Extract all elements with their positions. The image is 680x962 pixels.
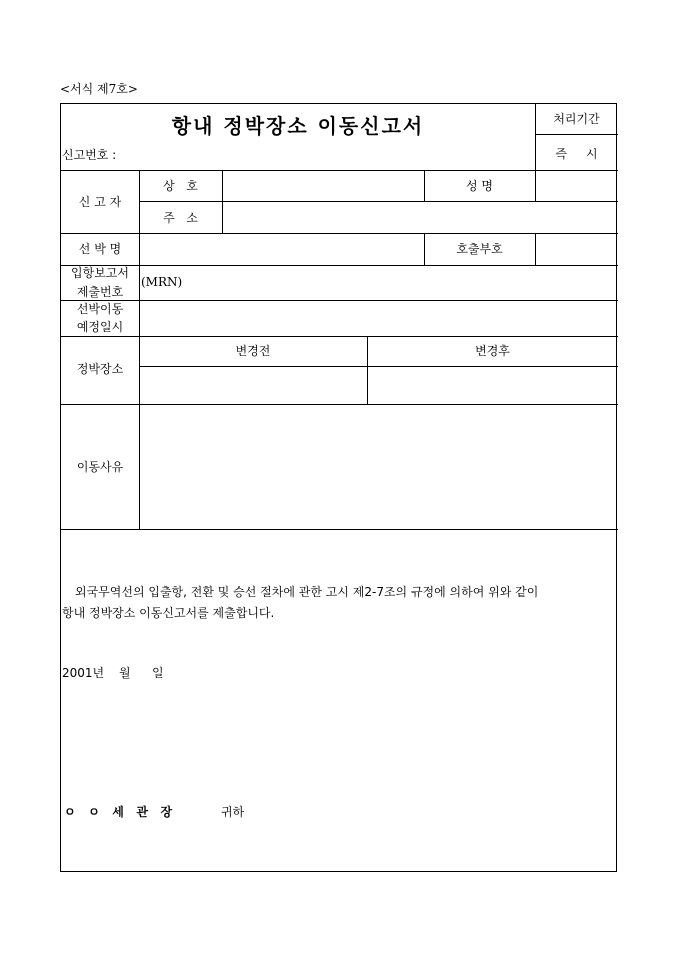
move-schedule-label-line1: 선박이동: [76, 302, 124, 316]
row-divider: [61, 336, 618, 337]
col-divider: [535, 170, 536, 201]
ship-name-label: 선 박 명: [78, 242, 122, 256]
report-form: [60, 103, 617, 872]
recipient-suffix: 귀하: [221, 805, 245, 819]
berth-label: 정박장소: [76, 362, 124, 376]
report-no-label: 신고번호 :: [62, 148, 117, 162]
row-divider: [61, 529, 618, 530]
declaration-line2: 항내 정박장소 이동신고서를 제출합니다.: [62, 606, 275, 620]
declaration-line1: 외국무역선의 입출항, 전환 및 승선 절차에 관한 고시 제2-7조의 규정에 의하여 위와 같이: [75, 585, 539, 599]
row-divider: [535, 134, 618, 135]
reporter-label: 신 고 자: [78, 195, 122, 209]
row-divider: [61, 300, 618, 301]
berth-before-label: 변경전: [235, 344, 271, 358]
processing-period-label: 처리기간: [553, 112, 600, 126]
move-schedule-label-line2: 예정일시: [76, 320, 124, 334]
date-day: 일: [152, 666, 164, 680]
company-label: 상 호: [163, 179, 198, 193]
arrival-report-label-line1: 입항보고서: [71, 266, 129, 280]
name-label: 성 명: [466, 179, 493, 193]
berth-after-label: 변경후: [475, 344, 510, 358]
form-code: <서식 제7호>: [60, 82, 138, 96]
row-divider: [139, 201, 618, 202]
form-title: 항내 정박장소 이동신고서: [171, 114, 425, 138]
row-divider: [139, 366, 618, 367]
reason-label: 이동사유: [76, 460, 124, 474]
row-divider: [61, 265, 618, 266]
arrival-report-label-line2: 제출번호: [76, 285, 124, 299]
call-sign-label: 호출부호: [456, 242, 503, 256]
address-label: 주 소: [163, 211, 198, 225]
row-divider: [61, 404, 618, 405]
recipient: ㅇ ㅇ 세 관 장: [64, 805, 173, 819]
arrival-report-field[interactable]: (MRN): [141, 275, 183, 289]
processing-period-value: 즉 시: [555, 147, 598, 161]
date-year: 2001년: [62, 666, 105, 680]
date-month: 월: [119, 666, 131, 680]
col-divider: [222, 170, 223, 233]
col-divider: [535, 233, 536, 265]
